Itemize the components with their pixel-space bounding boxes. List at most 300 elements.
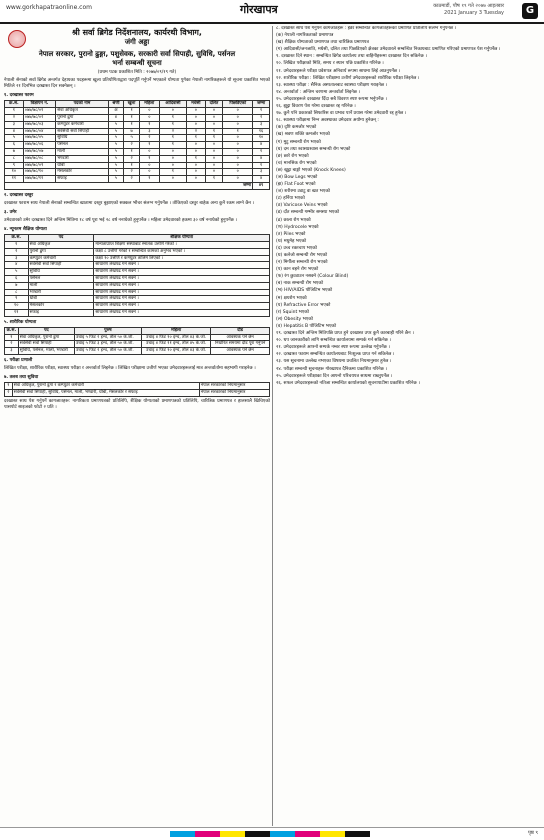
notice-paragraph: (थ) मधुमेह भएको [276,238,307,244]
table-row [5,255,270,262]
table-cell: १ [253,148,270,155]
section-heading: ५. शारीरिक योग्यता [4,319,37,325]
table-cell: ०७७/७८/१० [23,169,55,176]
table-cell: सुविधि [28,269,94,276]
table-cell: ०७७/७८/११ [23,176,55,183]
table-cell: कक्षा १० उत्तीर्ण र कम्प्युटर तालिम लिएको । [94,255,270,262]
section-heading: २. दरखास्त दस्तुर [4,192,34,198]
table-cell: २ [124,169,140,176]
total-value: ४९ [253,182,270,189]
table-cell: ० [140,114,160,121]
site-url[interactable]: www.gorkhapatraonline.com [6,4,92,11]
notice-paragraph: (ध) कलेजो सम्बन्धी रोग भएको [276,253,328,258]
table-cell: ० [205,114,223,121]
table-cell: साधारण लेखपढ गर्न सक्ने । [94,303,270,310]
table-row [5,155,270,162]
notice-paragraph: (भ) HIV/AIDS पोजिटिभ भएको [276,288,333,294]
table-cell: साधारण लेखपढ गर्न सक्ने । [94,289,270,296]
table-cell: १ [253,162,270,169]
table-cell: पर्सनल [28,275,94,282]
table-cell: १ [159,135,187,142]
notice-title: नेपाल सरकार, पुरानो ढुङ्गा, पशुसेवक, सरकारी सर्वा सिपाही, सुविधि, पर्सनल [38,50,236,58]
notice-paragraph: (न) मिर्गौला सम्बन्धी रोग भएको [276,260,328,266]
notice-paragraph: २०. थप जानकारीको लागि सम्बन्धित कार्यालयमा सम्पर्क गर्न सकिनेछ । [276,338,391,344]
section-text: लिखित परीक्षा, शारीरिक परीक्षा, स्वास्थ्य परीक्षा र अन्तर्वार्ता लिइनेछ । लिखित परीक्षामा उत्तीर्ण भएका उमेदवारहरूलाई मात्र अन्तर्वार्तामा सहभागी गराइनेछ । [4,366,256,372]
table-cell: साधारण लेखपढ गर्न सक्ने । [94,262,270,269]
table-cell: कक्षा ८ उत्तीर्ण गरेको र सम्बन्धित कामको अनुभव भएको । [94,248,270,255]
table-body [5,334,270,354]
notice-paragraph: ११. उमेदवारहरूले परीक्षा प्रवेशपत्र अनिवार्य रूपमा साथमा लिई आउनुपर्नेछ । [276,68,401,74]
table-cell: ० [187,114,205,121]
notice-paragraph: (र) Squint भएको [276,309,309,315]
table-row [5,128,270,135]
table-cell: १ [124,114,140,121]
table-cell: ७ [5,148,24,155]
table-row [5,242,270,249]
table-cell: १ [5,383,13,390]
notice-paragraph: १५. उमेदवारहरूले दरखास्त दिँदा सबै विवरण स्पष्ट रूपमा भर्नुपर्नेछ । [276,96,387,102]
notice-date: (प्रथम पटक प्रकाशित मिति : २०७७/०९/१९ गते) [97,70,177,75]
table-cell: माली [28,282,94,289]
notice-paragraph: (ब) नाक सम्बन्धी रोग भएको [276,281,323,287]
table-cell: ० [187,121,205,128]
section-heading: ६. परीक्षा प्रणाली [4,358,33,364]
notice-left-column [4,26,270,826]
table-row [5,275,270,282]
notice-paragraph: (ज) Bow Legs भएको [276,174,318,180]
notice-paragraph: २६. सफल उमेदवारहरूको नतिजा सम्बन्धित कार्यालयको सूचनापाटीमा प्रकाशित गरिनेछ । [276,380,420,386]
table-row [5,162,270,169]
column-header: पद [28,235,94,242]
table-cell: ५ [108,135,123,142]
table-cell: २ [140,135,160,142]
table-cell: ० [205,121,223,128]
org-sub: जंगी अड्डा [124,38,150,46]
column-header: क्र.सं. [5,101,24,108]
education-table [4,234,270,317]
table-cell: ४ [253,176,270,183]
notice-paragraph: (ल) Obesity भएको [276,316,313,322]
table-cell: ०७७/७८/०१ [23,108,55,115]
section-heading: १. दरखास्त फारम [4,93,34,99]
page-footer [0,827,544,840]
column-header: आदिवासी [159,101,187,108]
page-header [0,0,544,24]
table-cell: ० [205,142,223,149]
table-cell: १ [124,162,140,169]
table-cell: धोबी [56,162,108,169]
notice-paragraph: (क) नेपाली नागरिकताको प्रमाणपत्र [276,33,334,39]
section-heading: ३. उमेर [4,209,17,215]
notice-paragraph: (क) दृष्टि कमजोर भएको [276,125,317,131]
table-cell: भण्डारी [28,289,94,296]
column-divider [272,26,273,826]
table-cell: उचाइ ४ फिट १० इन्च, तौल ४३ के.जी. [141,348,210,355]
table-cell: सफाइ [28,309,94,316]
table-cell: ३ [253,169,270,176]
column-header: दौड [211,327,270,334]
table-cell: १ [124,108,140,115]
table-cell: ० [223,135,253,142]
section-text: उमेदवारको उमेर दरखास्त दिने अन्तिम मितिमा १८ वर्ष पूरा भई २८ वर्ष ननाघेको हुनुपर्नेछ । महिला उमेदवारको हकमा ३० वर्ष ननाघेको हुनुपर्नेछ । [4,218,237,224]
notice-paragraph: (ठ) Varicose Veins भएको [276,203,328,209]
table-cell: ८ [5,289,29,296]
table-cell: २ [124,155,140,162]
table-cell: सुविधि [56,135,108,142]
table-cell: १ [253,108,270,115]
table-cell: ० [187,148,205,155]
table-cell: सर्वसेवी सर्वा सिपाही [18,341,74,348]
table-cell: ४ [108,114,123,121]
column-header: दलित [205,101,223,108]
notice-paragraph: (द) उच्च रक्तचाप भएको [276,245,317,251]
table-cell: ११ [5,176,24,183]
army-emblem-icon [8,30,26,48]
table-cell: ० [223,142,253,149]
table-cell: उचाइ ४ फिट १० इन्च, तौल ४३ के.जी. [141,334,210,341]
table-cell: ० [223,176,253,183]
table-cell: ५ [108,148,123,155]
table-row [5,169,270,176]
notice-paragraph: ८. दरखास्त साथ पेश गर्नुपर्ने कागजातहरू : हेडर सम्बन्धित कागजातहरूको प्रमाणित प्रतिलिपि संलग्न गर्नुपर्नेछ । [276,26,457,31]
notice-paragraph: २५. उमेदवारहरूले परीक्षाका दिन आफ्नो परिचयपत्र साथमा राख्नुपर्नेछ । [276,373,393,379]
notice-paragraph: ९. दरखास्त दिने स्थान : सम्बन्धित ब्रिगेड कार्यालय तथा बाहिनीहरूमा दरखास्त दिन सकिनेछ । [276,54,427,60]
column-header: विज्ञापन नं. [23,101,55,108]
table-cell: २ [5,341,19,348]
table-cell: १ [223,128,253,135]
table-cell: मेसलकोर [56,169,108,176]
notice-paragraph: (ख) शैक्षिक योग्यताको प्रमाणपत्र तथा चारित्रिक प्रमाणपत्र [276,40,369,46]
table-cell: ९ [5,162,24,169]
table-cell: ० [223,148,253,155]
table-cell: ० [140,108,160,115]
notice-paragraph: (छ) खुट्टा बाङ्गो भएको (Knock Knees) [276,167,346,173]
notice-paragraph: (ट) हर्निया भएको [276,196,305,202]
table-cell: ३ [5,348,19,355]
table-body [5,242,270,317]
table-cell: सेवा अधिकृत [56,108,108,115]
page-number: पृष्ठ ९ [528,830,538,836]
dateline-english: 2021 January 3 Tuesday [444,10,504,16]
table-cell: ५ [108,142,123,149]
column-header: पिछडिएको [223,101,253,108]
org-name: श्री सर्वा ब्रिगेड निर्देशनालय, कार्यरथी विभाग, [72,28,202,37]
table-cell: आवश्यक पर्ने छैन [211,348,270,355]
table-cell: साधारण लेखपढ गर्न सक्ने । [94,269,270,276]
notice-paragraph: (ण) Hydrocele भएको [276,224,319,230]
table-row [5,289,270,296]
notice-paragraph: १२. शारीरिक परीक्षा : लिखित परीक्षामा उत्तीर्ण उमेदवारहरूको शारीरिक परीक्षा लिइनेछ । [276,75,420,81]
table-cell: उचाइ ४ फिट ११ इन्च, तौल ४५ के.जी. [141,341,210,348]
table-cell: ५ [5,135,24,142]
table-cell: १ [205,128,223,135]
notice-paragraph: २२. दरखास्त फाराम सम्बन्धित कार्यालयबाट निःशुल्क प्राप्त गर्न सकिनेछ । [276,352,395,358]
table-cell: ० [187,108,205,115]
table-cell: १ [159,169,187,176]
table-cell: पुरानो ढुंगा [28,248,94,255]
notice-paragraph: २१. उमेदवारहरूले आफ्नो सम्पर्क नम्बर स्पष्ट रूपमा उल्लेख गर्नुपर्नेछ । [276,345,390,351]
table-cell: २ [253,114,270,121]
table-cell: मान्यताप्राप्त शिक्षण संस्थाबाट स्नातक उत्तीर्ण गरेको । [94,242,270,249]
table-cell: २ [159,128,187,135]
table-cell: साधारण लेखपढ गर्न सक्ने । [94,275,270,282]
table-cell: कम्प्युटर कर्मचारी [28,255,94,262]
table-row [5,248,270,255]
table-cell: ० [159,148,187,155]
table-cell: सेवा अधिकृत [28,242,94,249]
table-cell: ० [140,169,160,176]
notice-paragraph: (घ) दम तथा श्वासप्रश्वास सम्बन्धी रोग भएको [276,146,351,152]
notice-paragraph: २३. यस सूचनामा उल्लेख नभएका विषयमा प्रचलित नियमानुसार हुनेछ । [276,359,392,365]
table-row [5,148,270,155]
table-row [5,176,270,183]
notice-paragraph: (ख) श्रवण शक्ति कमजोर भएको [276,132,330,138]
column-header: खुला [124,101,140,108]
column-header: जम्मा [253,101,270,108]
table-cell: ५ [108,128,123,135]
table-cell: धोबी [28,296,94,303]
table-cell: १ [140,155,160,162]
table-cell: ११ [5,309,29,316]
table-cell: १ [187,155,205,162]
column-header: पद [18,327,74,334]
table-cell: ४ [253,142,270,149]
notice-paragraph: (च) मानसिक रोग भएको [276,160,317,166]
table-header-row [5,327,270,334]
table-cell: ० [205,108,223,115]
table-row [5,135,270,142]
table-cell: सेवा अधिकृत, पुरानो ढुंगा [18,334,74,341]
table-cell: ० [140,162,160,169]
column-header: पुरुष [74,327,141,334]
gorkhapatra-logo-icon: G [522,3,538,19]
table-cell: ४ [5,128,24,135]
table-cell: १ [124,121,140,128]
table-cell: नेपाल सरकारको नियमानुसार [199,390,269,397]
table-cell: सर्वसेवी सर्वा सिपाही [56,128,108,135]
table-cell: १० [253,135,270,142]
table-cell: मेसलकोर [28,303,94,310]
table-cell: ० [159,162,187,169]
table-cell: १ [140,176,160,183]
dateline-nepali: काठमाडौं, पौष १९ गते २०७७ आइतबार [433,3,504,9]
notice-header [4,28,270,76]
table-cell: ० [159,176,187,183]
table-cell: ० [187,169,205,176]
table-cell: ३ [140,128,160,135]
table-cell: २ [124,142,140,149]
table-cell: आवश्यक पर्ने छैन [211,334,270,341]
table-cell: ०७७/७८/०३ [23,121,55,128]
table-cell: ५ [124,135,140,142]
column-header: शैक्षिक योग्यता [94,235,270,242]
table-cell: ० [223,162,253,169]
table-cell: ८ [5,155,24,162]
table-cell: ० [187,142,205,149]
table-cell: १ [5,108,24,115]
table-cell: १ [140,142,160,149]
notice-intro: नेपाली सेनाको सर्वा ब्रिगेड अन्तर्गत देहायका पदहरूमा खुला प्रतियोगिताद्वारा पदपूर्ति गर्नुपर्ने भएकाले योग्यता पुगेका नेपाली नागरिकहरूले यो सूचना प्रकाशित भएको मितिले २१ दिनभित्र दरखास्त दिन सक्नेछन् । [4,78,270,90]
table-cell: सफाइ [56,176,108,183]
table-cell: १ [159,121,187,128]
table-cell: ०७७/७८/०५ [23,135,55,142]
table-row [5,121,270,128]
notice-paragraph: (ञ) शरीरमा ट्याटु वा खत भएको [276,189,330,195]
table-cell: ० [223,114,253,121]
notice-paragraph: (ग) आदिवासी/जनजाति, मधेसी, दलित तथा पिछडिएको क्षेत्रका उमेदवारले सम्बन्धित निकायबाट प्रमाणित गरिएको प्रमाणपत्र पेश गर्नुपर्नेछ । [276,47,501,53]
table-row [5,114,270,121]
table-cell: ० [223,169,253,176]
table-cell: २ [5,390,13,397]
table-cell: पुरानो ढुंगा [56,114,108,121]
table-cell: साधारण लेखपढ गर्न सक्ने । [94,282,270,289]
salary-table [4,382,270,397]
table-cell: १० [5,303,29,310]
table-cell: ० [223,121,253,128]
table-cell: निर्धारित समयमा दौड पूरा गर्नुपर्ने [211,341,270,348]
dateline [433,3,504,17]
table-cell: १ [5,242,29,249]
table-cell: १ [205,135,223,142]
masthead-title: गोरखापत्र [240,3,278,16]
notice-paragraph: (म) क्षयरोग भएको [276,295,307,301]
table-cell: ९ [5,296,29,303]
table-row [5,341,270,348]
notice-paragraph: (प) कान बहने रोग भएको [276,267,319,273]
physical-table [4,327,270,355]
section-text: दरखास्त फाराम साथ नेपाली सेनाको सम्बन्धित खातामा दस्तुर बुझाएको सक्कल भौचर संलग्न गर्नुपर्नेछ । तोकिएको दस्तुर बाहेक अन्य कुनै रकम लाग्ने छैन । [4,200,255,206]
table-cell: साधारण लेखपढ गर्न सक्ने । [94,296,270,303]
section-heading: ४. न्यूनतम शैक्षिक योग्यता [4,227,47,233]
table-cell: ० [205,155,223,162]
table-row [5,142,270,149]
table-cell: ०७७/७८/०९ [23,162,55,169]
table-header-row [5,101,270,108]
table-cell: १ [124,148,140,155]
table-cell: २ [187,128,205,135]
table-cell: ५ [108,176,123,183]
table-cell: १० [5,169,24,176]
table-cell: ७ [5,282,29,289]
notice-paragraph: १९. दरखास्त दिने अन्तिम मितिपछि प्राप्त हुने दरखास्त उपर कुनै कारबाही गरिने छैन । [276,331,414,337]
vacancy-table [4,100,270,189]
section-heading: ७. तलब तथा सुविधा [4,375,39,381]
table-cell: अ [108,108,123,115]
table-row [5,309,270,316]
notice-paragraph: (ढ) छाला रोग भएको [276,217,311,223]
table-cell: २ [5,114,24,121]
column-header: महिला [141,327,210,334]
notice-paragraph: (य) Refractive Error भएको [276,302,331,308]
table-cell: २ [124,176,140,183]
column-header: श्रेणी [108,101,123,108]
table-cell: माली [56,148,108,155]
table-cell: ० [205,148,223,155]
table-row [5,348,270,355]
table-cell: ५ [108,121,123,128]
table-cell: भण्डारी [56,155,108,162]
table-cell: १६ [253,128,270,135]
notice-paragraph: १६. झुट्टा विवरण पेश गरेमा दरखास्त रद्द गरिनेछ । [276,104,356,110]
column-header: पदको नाम [56,101,108,108]
table-row [5,262,270,269]
table-cell: ६ [5,142,24,149]
table-cell: ६ [5,275,29,282]
table-cell: १ [187,135,205,142]
notice-paragraph: (ङ) छारे रोग भएको [276,153,309,159]
closing-text: दरखास्त साथ पेश गर्नुपर्ने कागजातहरू: नागरिकता प्रमाणपत्रको प्रतिलिपि, शैक्षिक योग्यताको प्रमाणपत्रको प्रतिलिपि, चारित्रिक प्रमाणपत्र र हालसालै खिचिएको पासपोर्ट साइजको फोटो २ प्रति । [4,398,270,411]
table-cell: साधारण लेखपढ गर्न सक्ने । [94,309,270,316]
table-cell: ० [187,176,205,183]
table-cell: ० [159,155,187,162]
table-cell: ५ [108,169,123,176]
table-cell: उचाइ ५ फिट ३ इन्च, तौल ५० के.जी. [74,341,141,348]
total-label: जम्मा [5,182,253,189]
table-cell: सर्वसेवी सर्वा सिपाही [28,262,94,269]
table-cell: १ [5,334,19,341]
notice-paragraph: १०. लिखित परीक्षाको मिति, समय र स्थान पछि प्रकाशित गरिनेछ । [276,61,384,67]
notice-paragraph: २४. परीक्षा सम्बन्धी सूचनाहरू गोरखापत्र दैनिकमा प्रकाशित गरिनेछ । [276,366,387,372]
table-cell: ०७७/७८/०६ [23,142,55,149]
table-cell: ५ [108,162,123,169]
table-cell: ० [159,108,187,115]
table-cell: ० [140,148,160,155]
table-cell: नेपाल सरकारको नियमानुसार [199,383,269,390]
table-cell: १ [159,114,187,121]
column-header: मधेसी [187,101,205,108]
table-cell: ३ [5,121,24,128]
table-cell: १ [159,142,187,149]
table-row [5,296,270,303]
table-cell: उचाइ ५ फिट २ इन्च, तौल ५० के.जी. [74,348,141,355]
notice-paragraph: (त) Piles भएको [276,231,306,237]
table-cell: सर्वसेवी सर्वा सिपाही, सुविधि, पर्सनल, माली, भण्डारी, धोबी, मेसलकोर र सफाइ [12,390,199,397]
notice-paragraph: (ड) दाँत सम्बन्धी गम्भीर समस्या भएको [276,210,340,216]
table-cell: ०७७/७८/०२ [23,114,55,121]
table-row [5,390,270,397]
table-cell: सेवा अधिकृत, पुरानो ढुंगा र कम्प्युटर कर्मचारी [12,383,199,390]
table-cell: ४ [253,155,270,162]
column-header: क्र.सं. [5,327,19,334]
table-cell: ५ [5,269,29,276]
notice-right-column [276,26,540,826]
notice-paragraph: (ग) मुटु सम्बन्धी रोग भएको [276,139,321,145]
table-header-row [5,235,270,242]
table-cell: ५ [108,155,123,162]
notice-paragraph: (फ) रंग छुट्याउन नसक्ने (Colour Blind) [276,274,349,280]
table-cell: ०७७/७८/०७ [23,148,55,155]
table-cell: सुविधि, पर्सनल, माली, भण्डारी [18,348,74,355]
notice-paragraph: (व) Hepatitis B पोजिटिभ भएको [276,323,337,329]
table-cell: ४ [5,262,29,269]
column-header: क्र.सं. [5,235,29,242]
table-cell: ३ [5,255,29,262]
table-cell: १ [205,176,223,183]
table-row [5,383,270,390]
table-cell: २ [5,248,29,255]
table-cell: पर्सनल [56,142,108,149]
table-body [5,108,270,183]
notice-subtitle: भर्ना सम्बन्धी सूचना [112,59,162,67]
table-cell: ० [223,108,253,115]
table-body [5,383,270,397]
table-row [5,282,270,289]
notice-paragraph: (झ) Flat Foot भएको [276,182,316,188]
table-row [5,269,270,276]
table-cell: ० [205,169,223,176]
table-cell: ० [187,162,205,169]
table-row [5,108,270,115]
